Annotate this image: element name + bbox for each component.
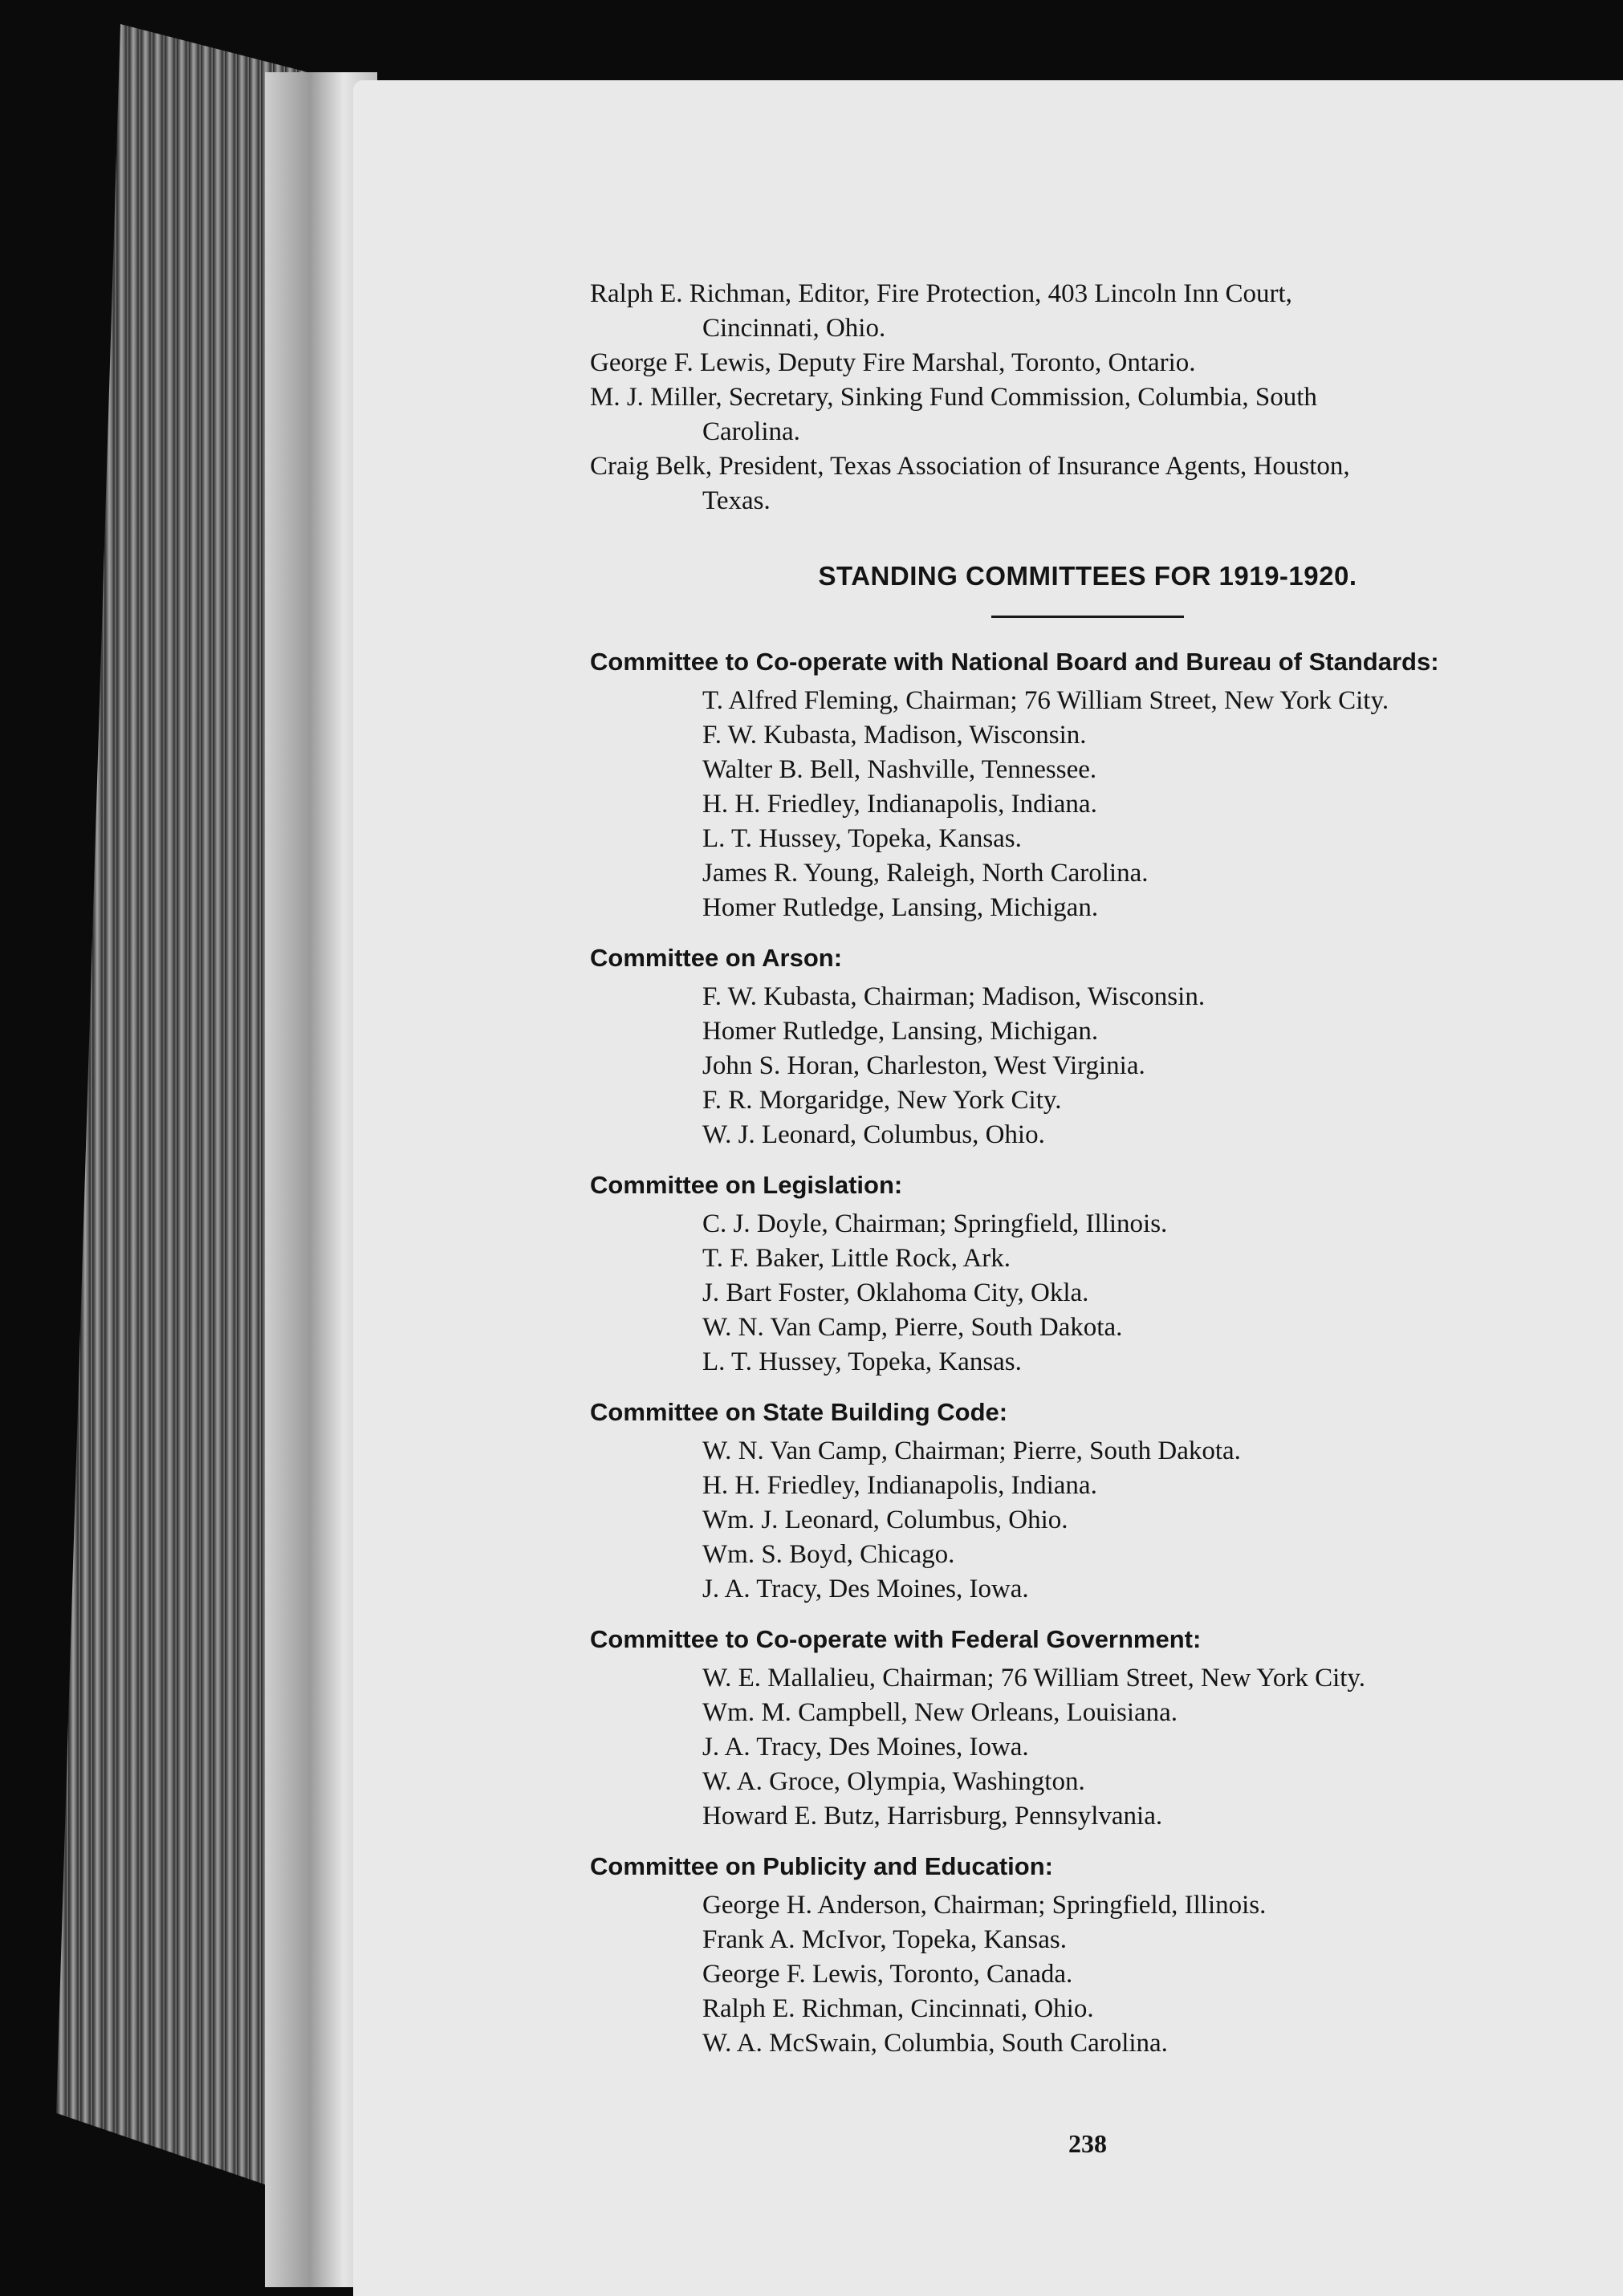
committee-member: L. T. Hussey, Topeka, Kansas.: [702, 824, 1022, 853]
committee-member: W. A. McSwain, Columbia, South Carolina.: [702, 2029, 1168, 2058]
committee-block: [590, 1394, 1585, 1607]
intro-entry-line: George F. Lewis, Deputy Fire Marshal, Toronto, Ontario.: [590, 348, 1196, 377]
intro-list: [590, 277, 1585, 518]
committee-member: F. W. Kubasta, Chairman; Madison, Wisconsin.: [702, 982, 1206, 1011]
committee-title: Committee to Co-operate with Federal Government:: [590, 1625, 1202, 1653]
committee-member: James R. Young, Raleigh, North Carolina.: [702, 859, 1149, 888]
heading-rule: [991, 616, 1184, 618]
page-sheet: [353, 80, 1623, 2296]
page-number: 238: [1068, 2129, 1107, 2158]
committee-member: T. F. Baker, Little Rock, Ark.: [702, 1244, 1011, 1273]
committee-title: Committee on Legislation:: [590, 1171, 903, 1199]
committee-block: [590, 1167, 1585, 1380]
committee-block: [590, 940, 1585, 1152]
committee-title: Committee on Arson:: [590, 944, 843, 972]
committee-member: Frank A. McIvor, Topeka, Kansas.: [702, 1925, 1068, 1954]
committee-member: Wm. S. Boyd, Chicago.: [702, 1540, 955, 1569]
committee-block: [590, 1621, 1585, 1834]
committee-title: Committee on State Building Code:: [590, 1398, 1008, 1426]
committee-member: Homer Rutledge, Lansing, Michigan.: [702, 1017, 1099, 1046]
committee-member: W. N. Van Camp, Chairman; Pierre, South Dakota.: [702, 1437, 1241, 1465]
section-heading: STANDING COMMITTEES FOR 1919-1920.: [818, 561, 1357, 591]
committee-member: George H. Anderson, Chairman; Springfield, Illinois.: [702, 1891, 1267, 1920]
committee-member: J. A. Tracy, Des Moines, Iowa.: [702, 1575, 1029, 1603]
committee-member: George F. Lewis, Toronto, Canada.: [702, 1960, 1073, 1989]
committee-member: H. H. Friedley, Indianapolis, Indiana.: [702, 1471, 1097, 1500]
intro-entry-line: M. J. Miller, Secretary, Sinking Fund Commission, Columbia, South: [590, 383, 1317, 412]
committee-member: J. Bart Foster, Oklahoma City, Okla.: [702, 1278, 1089, 1307]
committee-block: [590, 644, 1585, 925]
committee-member: F. W. Kubasta, Madison, Wisconsin.: [702, 721, 1087, 750]
committee-block: [590, 1848, 1585, 2061]
intro-entry: [590, 277, 1585, 346]
committee-member: Wm. M. Campbell, New Orleans, Louisiana.: [702, 1698, 1178, 1727]
committee-member: Walter B. Bell, Nashville, Tennessee.: [702, 755, 1097, 784]
intro-entry-continuation: Carolina.: [702, 417, 800, 446]
committee-member: C. J. Doyle, Chairman; Springfield, Illinois.: [702, 1209, 1168, 1238]
committee-member: John S. Horan, Charleston, West Virginia.: [702, 1051, 1145, 1080]
committee-member: Howard E. Butz, Harrisburg, Pennsylvania.: [702, 1802, 1163, 1831]
intro-entry-line: Ralph E. Richman, Editor, Fire Protection, 403 Lincoln Inn Court,: [590, 279, 1292, 308]
intro-entry: [590, 346, 1585, 380]
committee-title: Committee on Publicity and Education:: [590, 1852, 1053, 1880]
intro-entry: [590, 449, 1585, 518]
committee-member: W. J. Leonard, Columbus, Ohio.: [702, 1120, 1045, 1149]
page-text-block: [590, 277, 1585, 2158]
intro-entry-continuation: Cincinnati, Ohio.: [702, 314, 886, 343]
intro-entry-line: Craig Belk, President, Texas Association of Insurance Agents, Houston,: [590, 452, 1350, 481]
intro-entry: [590, 380, 1585, 449]
committee-member: W. A. Groce, Olympia, Washington.: [702, 1767, 1085, 1796]
committee-member: L. T. Hussey, Topeka, Kansas.: [702, 1347, 1022, 1376]
committee-member: F. R. Morgaridge, New York City.: [702, 1086, 1062, 1115]
committee-member: Wm. J. Leonard, Columbus, Ohio.: [702, 1506, 1068, 1534]
committee-title: Committee to Co-operate with National Board and Bureau of Standards:: [590, 648, 1439, 676]
committee-member: Homer Rutledge, Lansing, Michigan.: [702, 893, 1099, 922]
committee-member: J. A. Tracy, Des Moines, Iowa.: [702, 1733, 1029, 1762]
committee-member: W. N. Van Camp, Pierre, South Dakota.: [702, 1313, 1123, 1342]
committee-member: Ralph E. Richman, Cincinnati, Ohio.: [702, 1994, 1094, 2023]
committee-member: W. E. Mallalieu, Chairman; 76 William Street, New York City.: [702, 1664, 1366, 1693]
intro-entry-continuation: Texas.: [702, 486, 771, 515]
committee-member: T. Alfred Fleming, Chairman; 76 William Street, New York City.: [702, 686, 1389, 715]
committee-member: H. H. Friedley, Indianapolis, Indiana.: [702, 790, 1097, 819]
